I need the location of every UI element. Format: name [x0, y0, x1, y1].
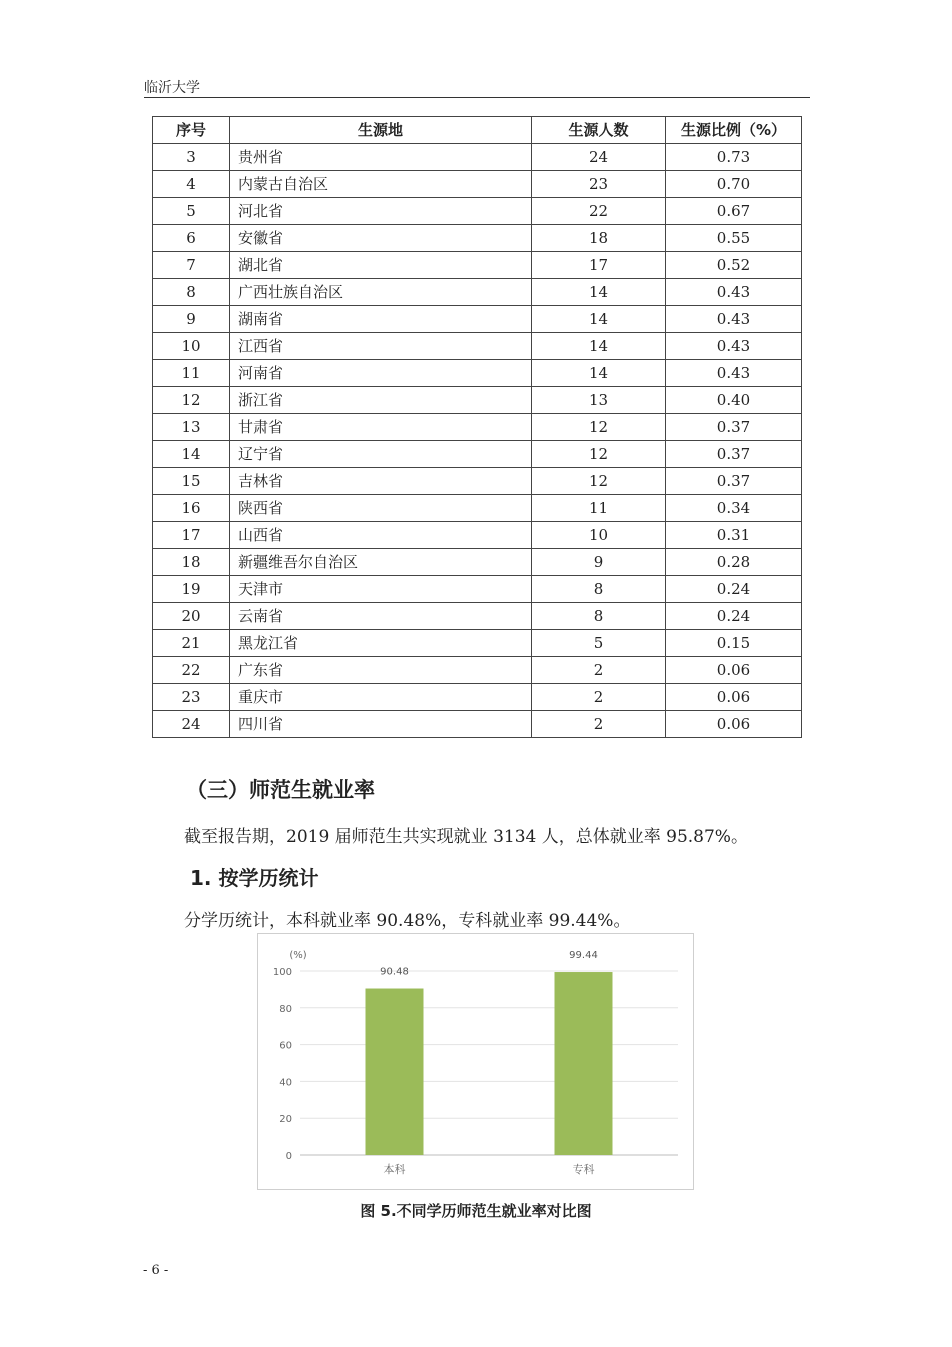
cell-index: 20	[153, 603, 230, 630]
cell-region: 天津市	[230, 576, 532, 603]
y-tick-label: 40	[279, 1077, 292, 1089]
cell-ratio: 0.28	[666, 549, 802, 576]
y-axis-label: (%)	[289, 950, 307, 961]
figure-caption: 图 5.不同学历师范生就业率对比图	[360, 1202, 592, 1220]
cell-index: 3	[153, 144, 230, 171]
y-tick-label: 60	[279, 1040, 292, 1052]
cell-count: 5	[532, 630, 666, 657]
cell-count: 10	[532, 522, 666, 549]
data-label: 99.44	[569, 950, 598, 962]
cell-index: 15	[153, 468, 230, 495]
cell-ratio: 0.43	[666, 360, 802, 387]
cell-count: 17	[532, 252, 666, 279]
cell-region: 吉林省	[230, 468, 532, 495]
cell-region: 广东省	[230, 657, 532, 684]
cell-ratio: 0.70	[666, 171, 802, 198]
table-row	[153, 387, 802, 414]
cell-index: 19	[153, 576, 230, 603]
paragraph-overall: 截至报告期，2019 届师范生共实现就业 3134 人，总体就业率 95.87%。	[184, 827, 748, 847]
cell-count: 14	[532, 306, 666, 333]
bar-chart	[258, 934, 695, 1191]
cell-ratio: 0.31	[666, 522, 802, 549]
subsection-heading: 1. 按学历统计	[190, 866, 319, 890]
section-heading: （三）师范生就业率	[186, 778, 375, 802]
col-header-index: 序号	[153, 117, 230, 144]
table-row	[153, 225, 802, 252]
cell-region: 重庆市	[230, 684, 532, 711]
cell-count: 8	[532, 576, 666, 603]
chart-frame	[257, 933, 694, 1190]
cell-region: 黑龙江省	[230, 630, 532, 657]
cell-count: 14	[532, 279, 666, 306]
cell-count: 14	[532, 333, 666, 360]
cell-index: 11	[153, 360, 230, 387]
y-tick-label: 0	[285, 1151, 292, 1162]
cell-region: 新疆维吾尔自治区	[230, 549, 532, 576]
x-tick-label: 本科	[383, 1163, 406, 1176]
cell-ratio: 0.37	[666, 441, 802, 468]
cell-region: 甘肃省	[230, 414, 532, 441]
cell-index: 21	[153, 630, 230, 657]
cell-ratio: 0.34	[666, 495, 802, 522]
y-tick-label: 80	[279, 1003, 292, 1015]
bar	[366, 989, 424, 1155]
cell-count: 23	[532, 171, 666, 198]
cell-count: 18	[532, 225, 666, 252]
cell-ratio: 0.67	[666, 198, 802, 225]
table-row	[153, 144, 802, 171]
table-row	[153, 630, 802, 657]
table-row	[153, 360, 802, 387]
cell-count: 12	[532, 414, 666, 441]
table-row	[153, 306, 802, 333]
cell-region: 河南省	[230, 360, 532, 387]
cell-region: 云南省	[230, 603, 532, 630]
cell-region: 广西壮族自治区	[230, 279, 532, 306]
cell-ratio: 0.43	[666, 333, 802, 360]
cell-region: 辽宁省	[230, 441, 532, 468]
table-row	[153, 603, 802, 630]
data-label: 90.48	[380, 966, 409, 978]
col-header-region: 生源地	[230, 117, 532, 144]
cell-region: 内蒙古自治区	[230, 171, 532, 198]
x-tick-label: 专科	[572, 1163, 595, 1176]
cell-index: 8	[153, 279, 230, 306]
cell-count: 13	[532, 387, 666, 414]
cell-count: 12	[532, 441, 666, 468]
y-tick-label: 20	[279, 1114, 292, 1126]
cell-index: 16	[153, 495, 230, 522]
col-header-count: 生源人数	[532, 117, 666, 144]
cell-index: 6	[153, 225, 230, 252]
table-row	[153, 252, 802, 279]
cell-index: 23	[153, 684, 230, 711]
cell-index: 24	[153, 711, 230, 738]
cell-region: 湖南省	[230, 306, 532, 333]
cell-count: 11	[532, 495, 666, 522]
cell-region: 浙江省	[230, 387, 532, 414]
cell-region: 山西省	[230, 522, 532, 549]
cell-index: 22	[153, 657, 230, 684]
cell-index: 9	[153, 306, 230, 333]
cell-ratio: 0.52	[666, 252, 802, 279]
cell-region: 安徽省	[230, 225, 532, 252]
cell-count: 8	[532, 603, 666, 630]
cell-ratio: 0.24	[666, 576, 802, 603]
table-row	[153, 576, 802, 603]
cell-index: 5	[153, 198, 230, 225]
cell-index: 7	[153, 252, 230, 279]
cell-count: 9	[532, 549, 666, 576]
table-body	[153, 144, 802, 738]
cell-count: 2	[532, 711, 666, 738]
header-title: 临沂大学	[144, 80, 200, 96]
table-row	[153, 468, 802, 495]
cell-count: 2	[532, 684, 666, 711]
cell-ratio: 0.43	[666, 306, 802, 333]
cell-region: 湖北省	[230, 252, 532, 279]
cell-index: 14	[153, 441, 230, 468]
cell-index: 12	[153, 387, 230, 414]
table-row	[153, 441, 802, 468]
header-rule	[144, 97, 810, 98]
table-row	[153, 522, 802, 549]
cell-ratio: 0.37	[666, 468, 802, 495]
cell-index: 4	[153, 171, 230, 198]
cell-ratio: 0.55	[666, 225, 802, 252]
table-row	[153, 495, 802, 522]
cell-index: 13	[153, 414, 230, 441]
cell-count: 12	[532, 468, 666, 495]
cell-ratio: 0.15	[666, 630, 802, 657]
bar	[555, 972, 613, 1155]
cell-ratio: 0.40	[666, 387, 802, 414]
cell-index: 10	[153, 333, 230, 360]
table-row	[153, 333, 802, 360]
cell-count: 14	[532, 360, 666, 387]
table-header-row	[153, 117, 802, 144]
cell-region: 江西省	[230, 333, 532, 360]
page-number: - 6 -	[143, 1263, 169, 1278]
table-row	[153, 657, 802, 684]
paragraph-by-degree: 分学历统计，本科就业率 90.48%，专科就业率 99.44%。	[184, 911, 631, 931]
y-tick-label: 100	[272, 967, 292, 978]
cell-ratio: 0.37	[666, 414, 802, 441]
table-row	[153, 549, 802, 576]
table-row	[153, 684, 802, 711]
cell-ratio: 0.43	[666, 279, 802, 306]
table-row	[153, 414, 802, 441]
cell-count: 24	[532, 144, 666, 171]
cell-ratio: 0.06	[666, 657, 802, 684]
cell-count: 22	[532, 198, 666, 225]
cell-ratio: 0.24	[666, 603, 802, 630]
cell-region: 河北省	[230, 198, 532, 225]
cell-ratio: 0.06	[666, 684, 802, 711]
cell-count: 2	[532, 657, 666, 684]
table-row	[153, 711, 802, 738]
cell-index: 17	[153, 522, 230, 549]
table-row	[153, 198, 802, 225]
cell-index: 18	[153, 549, 230, 576]
cell-region: 贵州省	[230, 144, 532, 171]
source-table	[152, 116, 802, 738]
cell-region: 陕西省	[230, 495, 532, 522]
col-header-ratio: 生源比例（%）	[666, 117, 802, 144]
table-row	[153, 171, 802, 198]
cell-region: 四川省	[230, 711, 532, 738]
cell-ratio: 0.06	[666, 711, 802, 738]
table-row	[153, 279, 802, 306]
cell-ratio: 0.73	[666, 144, 802, 171]
